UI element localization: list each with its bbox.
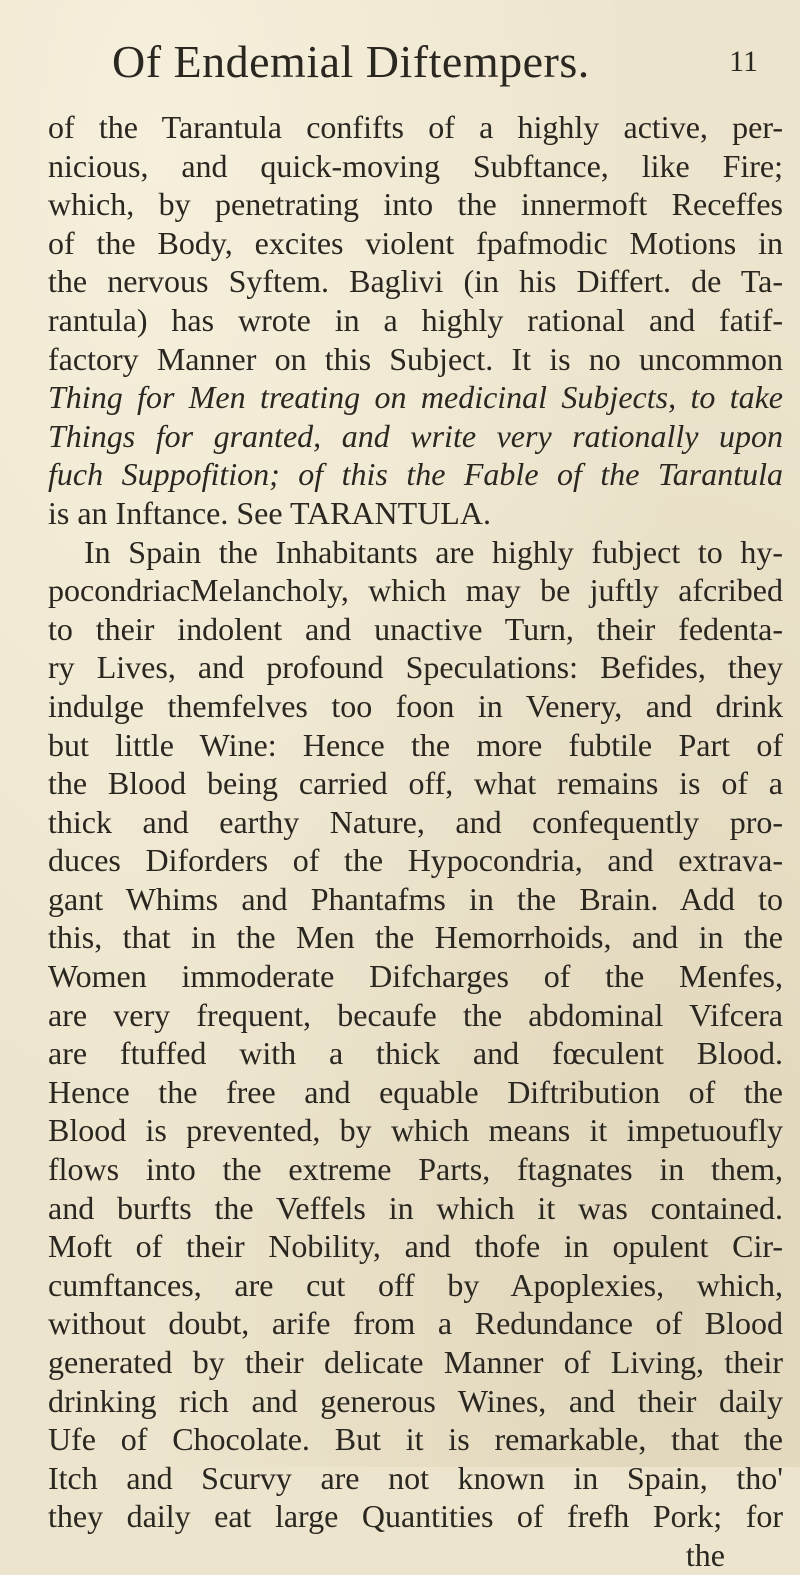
text-line: the nervous Syftem. Baglivi (in his Differt. de Ta- — [48, 263, 783, 300]
text-line: of the Tarantula confifts of a highly active, per- — [48, 109, 783, 145]
text-line: to their indolent and unactive Turn, their fedenta- — [48, 610, 783, 647]
text-line: Blood is prevented, by which means it impetuoufly — [48, 1112, 783, 1149]
text-line: ry Lives, and profound Speculations: Befides, they — [48, 649, 783, 686]
text-line: rantula) has wrote in a highly rational and fatif- — [48, 301, 783, 338]
text-line: cumftances, are cut off by Apoplexies, which, — [48, 1266, 783, 1303]
running-title: Of Endemial Diftempers. — [112, 36, 590, 87]
text-line: generated by their delicate Manner of Living, their — [48, 1344, 783, 1380]
text-line: factory Manner on this Subject. It is no uncommon — [48, 340, 783, 377]
text-line: drinking rich and generous Wines, and their daily — [48, 1382, 783, 1419]
text-line: of the Body, excites violent fpafmodic Motions in — [48, 224, 783, 261]
running-head — [112, 30, 760, 94]
text-line: but little Wine: Hence the more fubtile Part of — [48, 726, 783, 763]
text-line: Hence the free and equable Diftribution of the — [48, 1073, 783, 1110]
text-line: indulge themfelves too foon in Venery, and drink — [48, 687, 783, 724]
text-line: Moft of their Nobility, and thofe in opulent Cir- — [48, 1228, 783, 1265]
text-line: Ufe of Chocolate. But it is remarkable, that the — [48, 1421, 783, 1458]
text-line: which, by penetrating into the innermoft Receffes — [48, 186, 783, 223]
text-line: Itch and Scurvy are not known in Spain, tho' — [48, 1459, 783, 1496]
text-line: gant Whims and Phantafms in the Brain. Add to — [48, 880, 783, 917]
text-line: Thing for Men treating on medicinal Subjects, to take — [48, 379, 783, 416]
text-line: the Blood being carried off, what remains is of a — [48, 765, 783, 802]
text-line: without doubt, arife from a Redundance of Blood — [48, 1305, 783, 1342]
text-line: Things for granted, and write very rationally upon — [48, 417, 783, 454]
text-line: and burfts the Veffels in which it was contained. — [48, 1189, 783, 1226]
text-line: is an Inftance. See TARANTULA. — [48, 494, 491, 531]
text-line: fuch Suppofition; of this the Fable of the Tarantula — [48, 456, 783, 493]
page-number: 11 — [729, 45, 758, 78]
text-line: nicious, and quick-moving Subftance, like Fire; — [48, 147, 783, 184]
text-line: are very frequent, becaufe the abdominal Vifcera — [48, 996, 783, 1033]
text-line: thick and earthy Nature, and confequently pro- — [48, 803, 783, 840]
text-line: In Spain the Inhabitants are highly fubject to hy- — [84, 533, 783, 570]
text-line: this, that in the Men the Hemorrhoids, and in the — [48, 919, 783, 956]
catchword: the — [685, 1536, 725, 1573]
body-text — [48, 108, 783, 1575]
text-line: duces Diforders of the Hypocondria, and extrava- — [48, 842, 783, 879]
text-line: pocondriacMelancholy, which may be juftly afcribed — [48, 572, 783, 609]
text-line: Women immoderate Difcharges of the Menfes, — [48, 958, 783, 995]
text-line: are ftuffed with a thick and fœculent Blood. — [48, 1035, 783, 1072]
text-line: they daily eat large Quantities of frefh Pork; for — [48, 1498, 783, 1535]
text-line: flows into the extreme Parts, ftagnates in them, — [48, 1151, 783, 1188]
